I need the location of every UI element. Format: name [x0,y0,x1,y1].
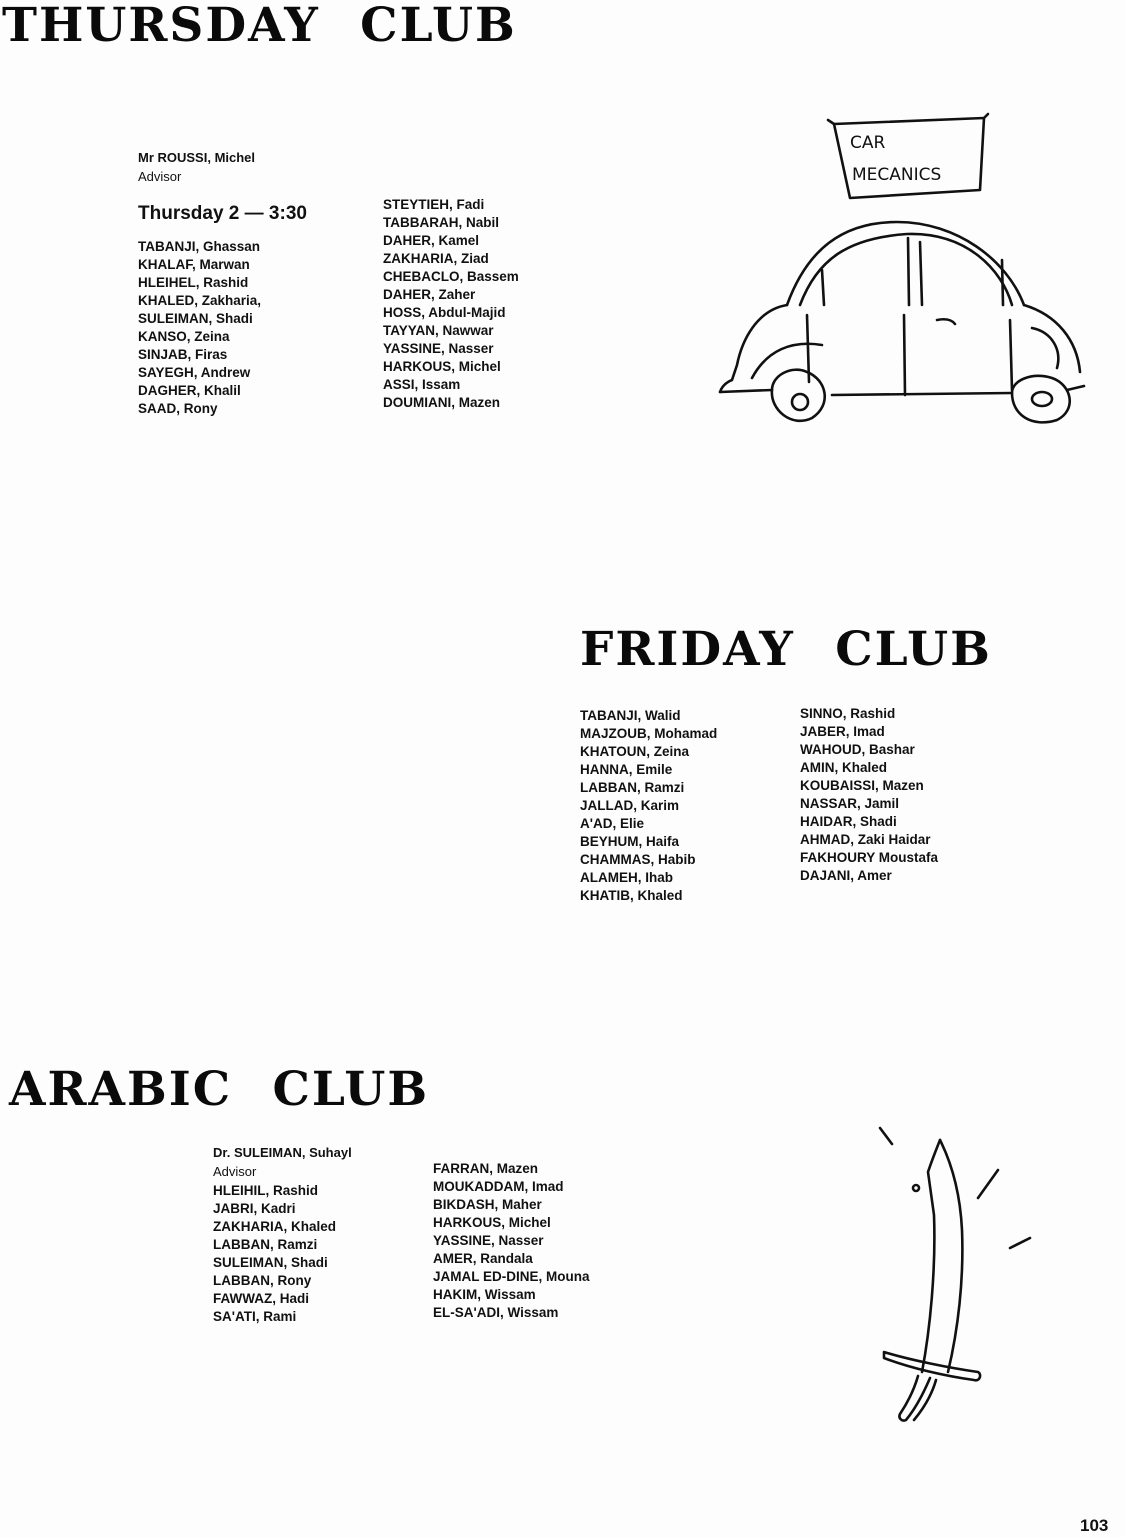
member-name: ALAMEH, Ihab [580,870,673,885]
member-name: DAHER, Kamel [383,233,480,248]
member-name: SAAD, Rony [138,401,218,416]
thursday-advisor-role: Advisor [138,169,182,184]
member-name: TABANJI, Walid [580,708,681,723]
member-name: JAMAL ED-DINE, Mouna [433,1269,590,1284]
arabic-club-title: ARABIC CLUB [9,1062,430,1117]
member-name: ASSI, Issam [383,377,461,392]
member-name: YASSINE, Nasser [383,341,494,356]
sign-text-car: CAR [850,133,886,153]
member-name: KHALED, Zakharia, [138,293,262,308]
member-name: SULEIMAN, Shadi [213,1255,328,1270]
member-name: HANNA, Emile [580,762,673,777]
member-name: FARRAN, Mazen [433,1161,539,1176]
member-name: BEYHUM, Haifa [580,834,680,849]
member-name: FAWWAZ, Hadi [213,1291,309,1306]
member-name: CHAMMAS, Habib [580,852,696,867]
member-name: BIKDASH, Maher [433,1197,542,1212]
member-name: SULEIMAN, Shadi [138,311,253,326]
page-number: 103 [1080,1516,1109,1535]
friday-members-col2 [800,705,938,885]
member-name: FAKHOURY Moustafa [800,850,939,865]
thursday-members-col2 [383,196,519,412]
sign-text-mechanics: MECANICS [852,165,942,185]
member-name: KHALAF, Marwan [138,257,250,272]
arabic-advisor-name: Dr. SULEIMAN, Suhayl [213,1145,352,1160]
member-name: A'AD, Elie [580,816,644,831]
member-name: HARKOUS, Michel [433,1215,551,1230]
member-name: AHMAD, Zaki Haidar [800,832,931,847]
member-name: KOUBAISSI, Mazen [800,778,924,793]
member-name: MAJZOUB, Mohamad [580,726,718,741]
sword-drawing [870,1120,1050,1430]
member-name: HAIDAR, Shadi [800,814,897,829]
member-name: JABRI, Kadri [213,1201,296,1216]
member-name: HAKIM, Wissam [433,1287,536,1302]
member-name: LABBAN, Rony [213,1273,312,1288]
member-name: SAYEGH, Andrew [138,365,251,380]
member-name: KANSO, Zeina [138,329,230,344]
member-name: JALLAD, Karim [580,798,680,813]
member-name: ZAKHARIA, Khaled [213,1219,337,1234]
member-name: DAGHER, Khalil [138,383,241,398]
member-name: DAHER, Zaher [383,287,476,302]
member-name: YASSINE, Nasser [433,1233,544,1248]
member-name: NASSAR, Jamil [800,796,900,811]
member-name: TABBARAH, Nabil [383,215,499,230]
member-name: HARKOUS, Michel [383,359,501,374]
member-name: KHATOUN, Zeina [580,744,690,759]
member-name: KHATIB, Khaled [580,888,683,903]
thursday-schedule: Thursday 2 — 3:30 [138,203,307,224]
member-name: JABER, Imad [800,724,885,739]
member-name: LABBAN, Ramzi [580,780,685,795]
thursday-members-col1 [138,238,261,418]
member-name: SA'ATI, Rami [213,1309,297,1324]
member-name: STEYTIEH, Fadi [383,197,485,212]
friday-members-col1 [580,707,717,905]
member-name: EL-SA'ADI, Wissam [433,1305,559,1320]
member-name: WAHOUD, Bashar [800,742,915,757]
member-name: AMIN, Khaled [800,760,888,775]
member-name: AMER, Randala [433,1251,533,1266]
member-name: SINJAB, Firas [138,347,228,362]
car-mechanics-drawing [712,110,1092,445]
member-name: MOUKADDAM, Imad [433,1179,564,1194]
member-name: SINNO, Rashid [800,706,896,721]
member-name: ZAKHARIA, Ziad [383,251,489,266]
member-name: LABBAN, Ramzi [213,1237,318,1252]
member-name: HOSS, Abdul-Majid [383,305,506,320]
member-name: TABANJI, Ghassan [138,239,261,254]
member-name: HLEIHEL, Rashid [138,275,249,290]
thursday-advisor-name: Mr ROUSSI, Michel [138,150,256,165]
thursday-club-title: THURSDAY CLUB [2,0,517,53]
arabic-members-col2 [433,1160,590,1322]
member-name: HLEIHIL, Rashid [213,1183,319,1198]
member-name: DOUMIANI, Mazen [383,395,501,410]
arabic-members-col1 [213,1182,336,1326]
member-name: DAJANI, Amer [800,868,892,883]
arabic-advisor-role: Advisor [213,1164,257,1179]
friday-club-title: FRIDAY CLUB [580,622,992,677]
member-name: TAYYAN, Nawwar [383,323,494,338]
member-name: CHEBACLO, Bassem [383,269,519,284]
